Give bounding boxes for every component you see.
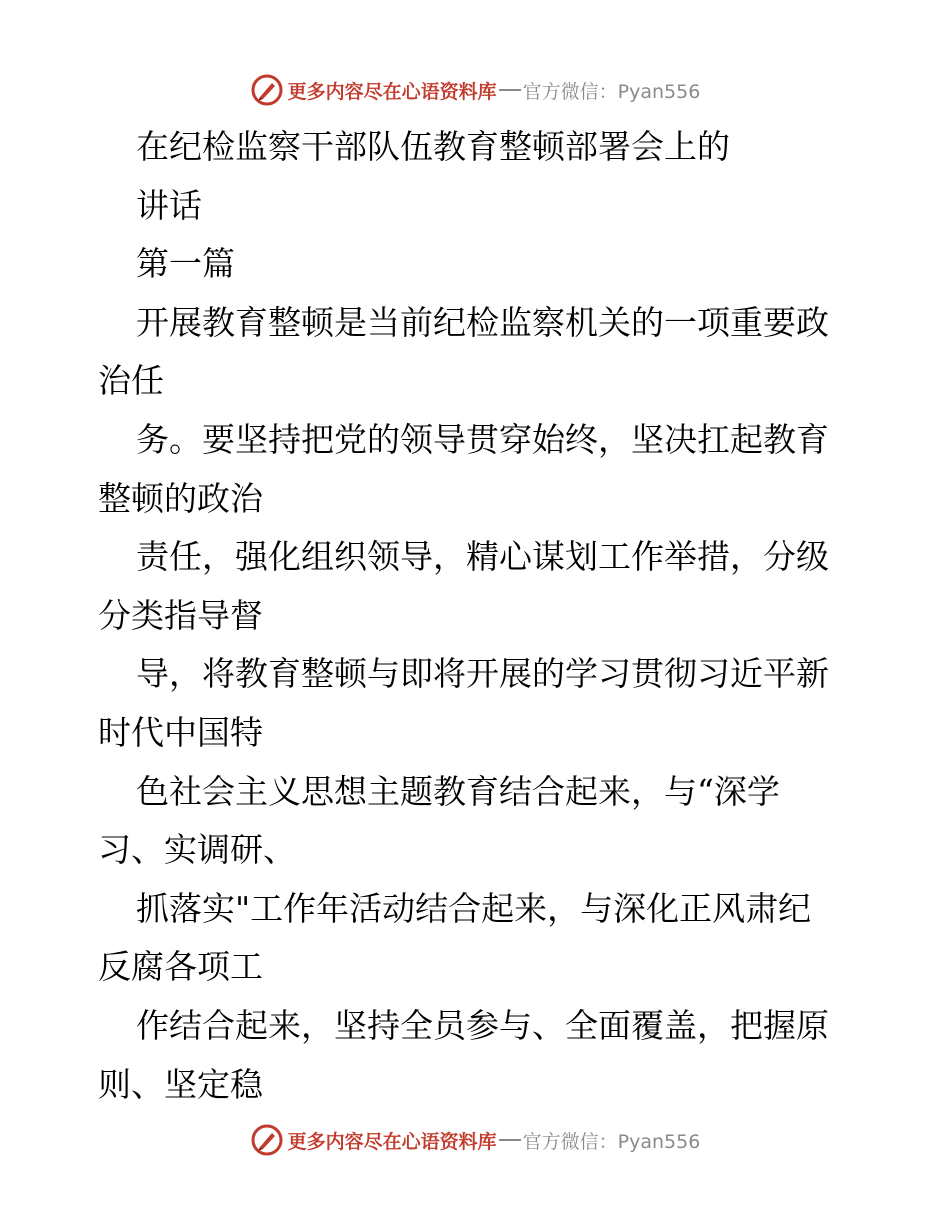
- banner-brand-text: 更多内容尽在心语资料库: [287, 80, 497, 103]
- text-line: 分类指导督: [98, 595, 263, 635]
- text-line: 反腐各项工: [98, 947, 263, 987]
- banner-wechat-text: 官方微信：Pyan556: [522, 1130, 701, 1153]
- pen-logo-icon: [250, 1123, 284, 1157]
- text-line: 整顿的政治: [98, 478, 263, 518]
- footer-watermark-banner: [0, 1120, 950, 1160]
- text-line: 时代中国特: [98, 712, 263, 752]
- text-line: 治任: [98, 361, 164, 401]
- banner-brand-text: 更多内容尽在心语资料库: [287, 1130, 497, 1153]
- text-line: 讲话: [136, 185, 202, 225]
- header-watermark-banner: [0, 70, 950, 110]
- document-body: [98, 118, 858, 1114]
- banner-wechat-text: 官方微信：Pyan556: [522, 80, 701, 103]
- text-line: 则、坚定稳: [98, 1064, 263, 1104]
- text-line: 第一篇: [136, 244, 235, 284]
- text-line: 习、实调研、: [98, 830, 296, 870]
- text-line: 开展教育整顿是当前纪检监察机关的一项重要政: [136, 302, 829, 342]
- text-line: 在纪检监察干部队伍教育整顿部署会上的: [136, 127, 730, 166]
- text-line: 务。要坚持把党的领导贯穿始终，坚决扛起教育: [136, 419, 829, 459]
- banner-dash: [499, 1139, 521, 1141]
- text-line: 作结合起来，坚持全员参与、全面覆盖，把握原: [136, 1005, 829, 1045]
- text-line: 色社会主义思想主题教育结合起来，与“深学: [136, 771, 780, 811]
- text-line: 导，将教育整顿与即将开展的学习贯彻习近平新: [136, 654, 829, 694]
- text-line: 责任，强化组织领导，精心谋划工作举措，分级: [136, 537, 829, 577]
- text-line: 抓落实"工作年活动结合起来，与深化正风肃纪: [136, 888, 812, 928]
- banner-dash: [499, 89, 521, 91]
- pen-logo-icon: [250, 73, 284, 107]
